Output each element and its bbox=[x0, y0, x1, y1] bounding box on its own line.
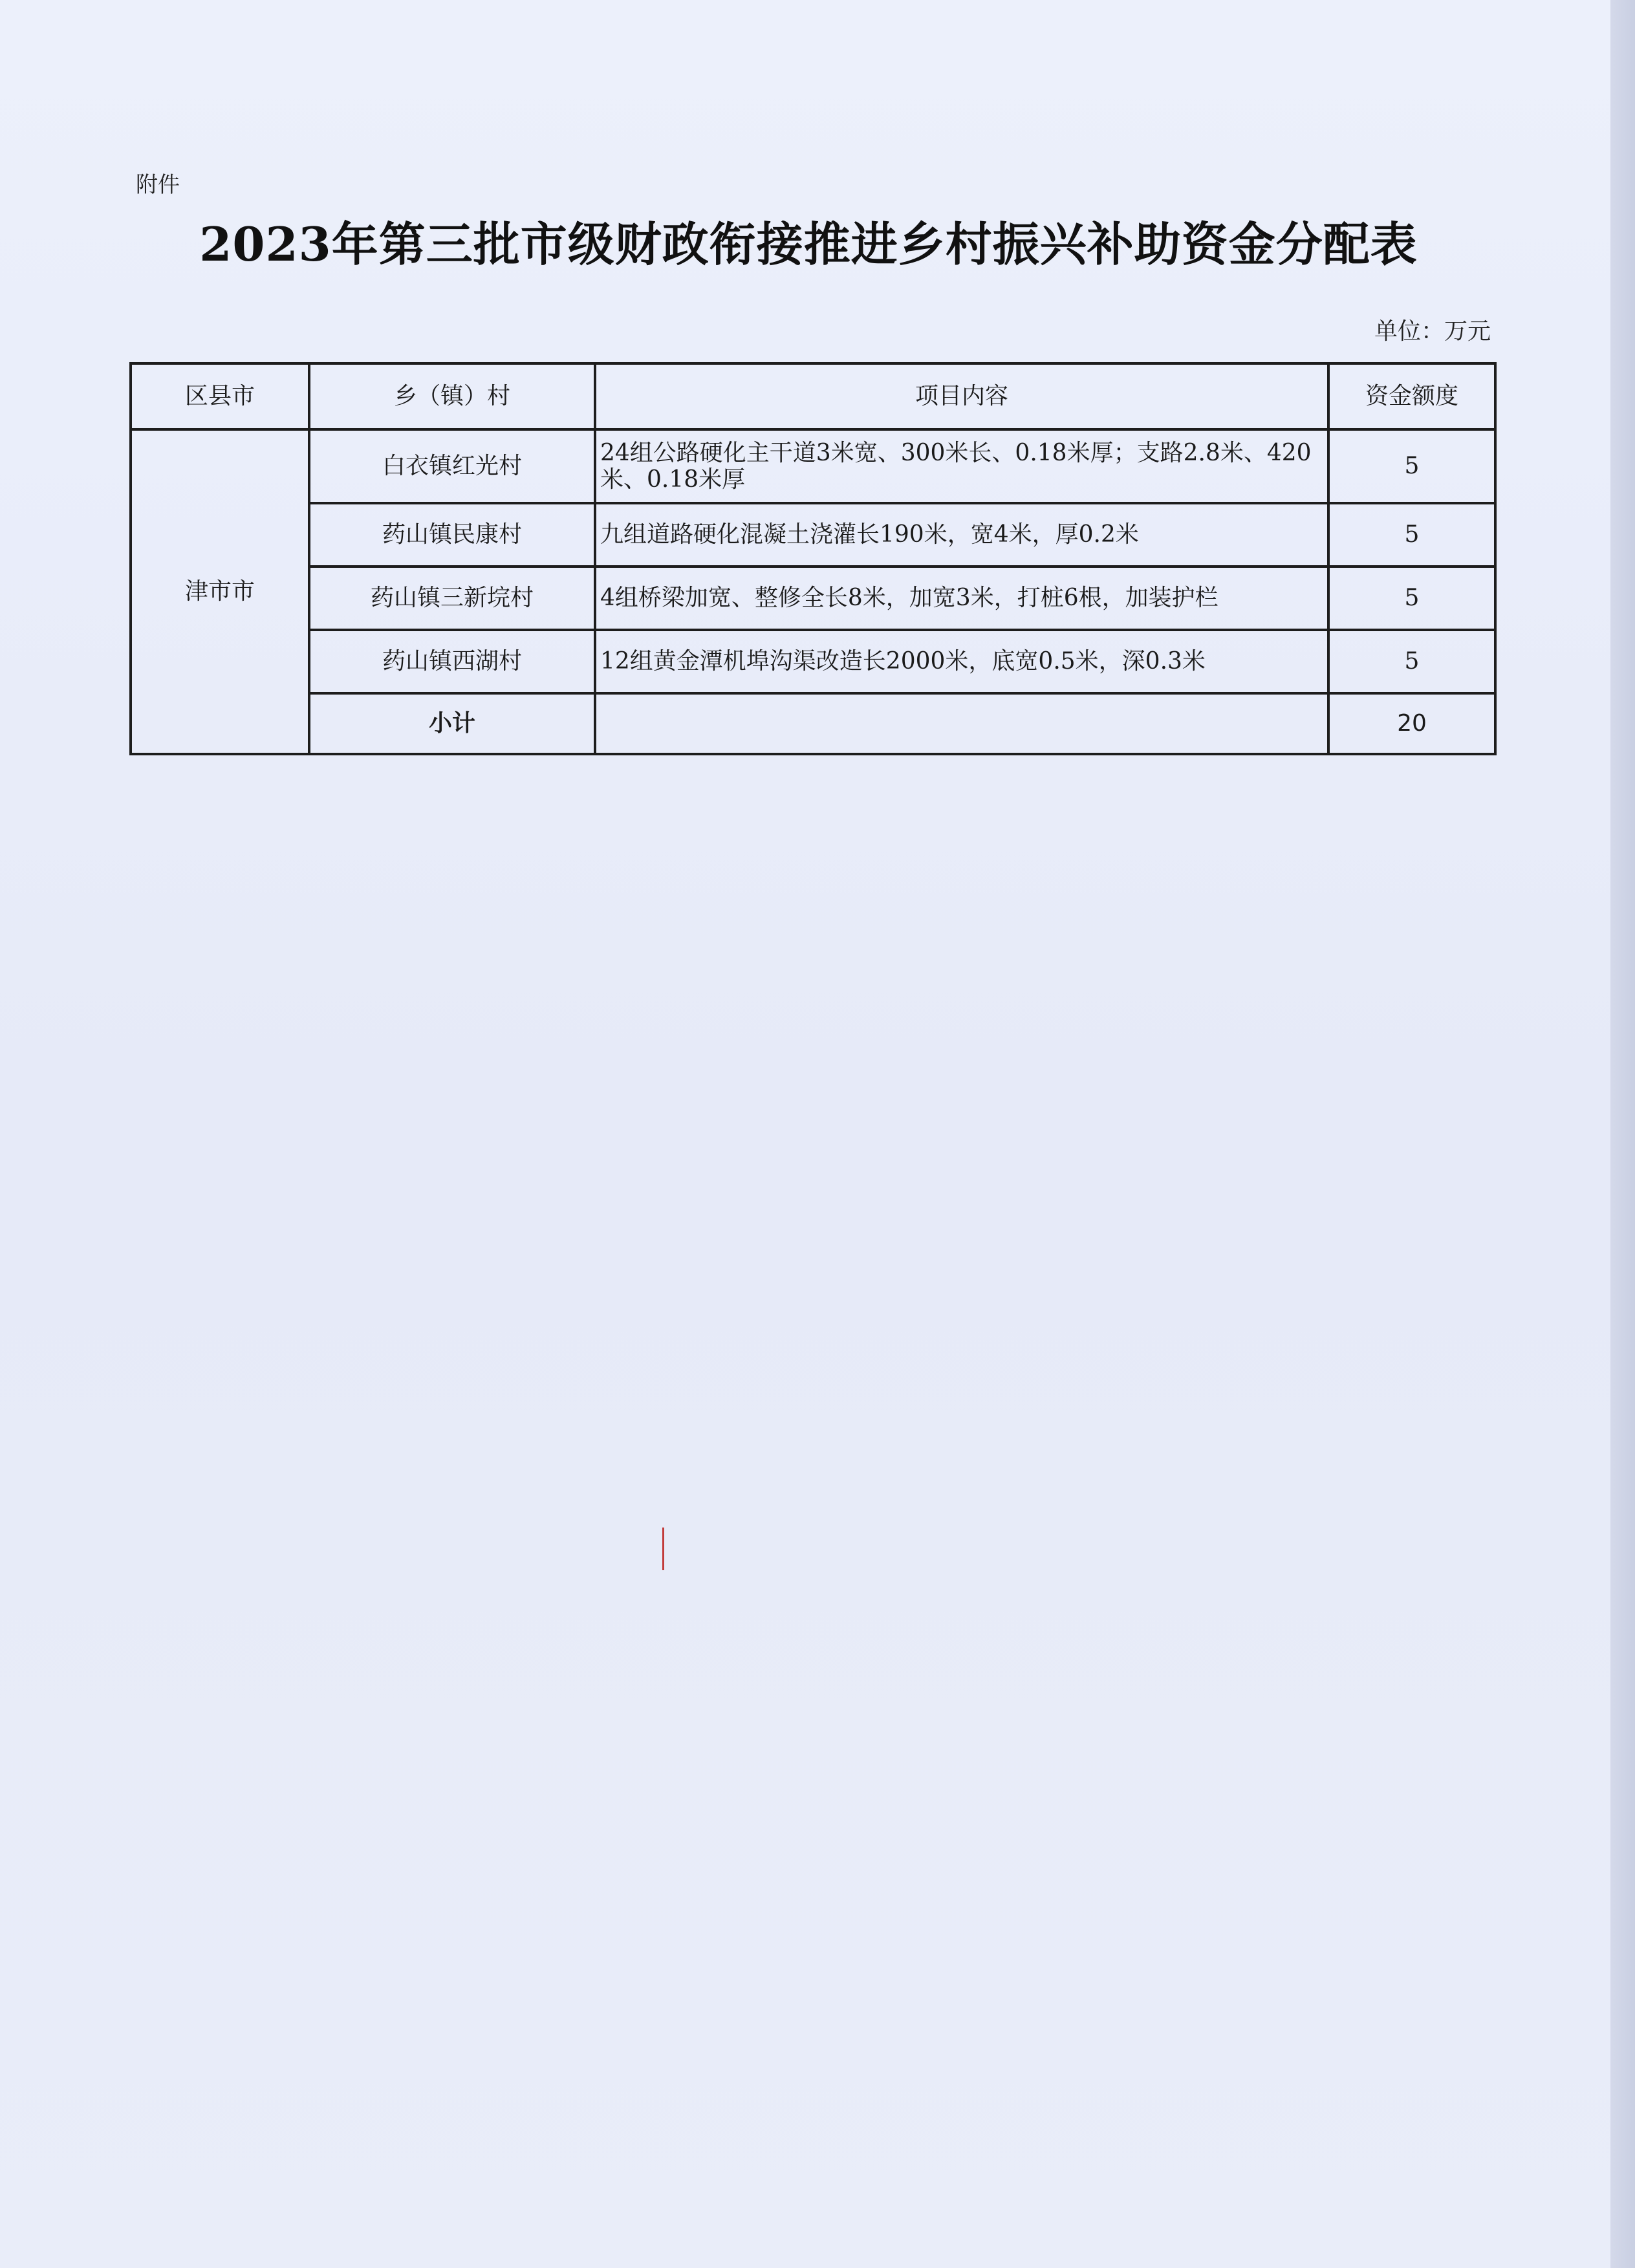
unit-label: 单位：万元 bbox=[1374, 318, 1491, 345]
header-amount: 资金额度 bbox=[1328, 363, 1495, 429]
content-cell: 4组桥梁加宽、整修全长8米，加宽3米，打桩6根，加装护栏 bbox=[595, 567, 1328, 630]
subtotal-empty-cell bbox=[595, 693, 1328, 754]
red-ink-mark bbox=[662, 1528, 664, 1570]
subtotal-amount: 20 bbox=[1328, 693, 1495, 754]
table-row bbox=[131, 503, 1495, 567]
content-cell: 九组道路硬化混凝土浇灌长190米，宽4米，厚0.2米 bbox=[595, 503, 1328, 567]
village-cell: 白衣镇红光村 bbox=[309, 429, 595, 503]
subtotal-label: 小计 bbox=[309, 693, 595, 754]
village-cell: 药山镇民康村 bbox=[309, 503, 595, 567]
header-content: 项目内容 bbox=[595, 363, 1328, 429]
page-edge-shadow bbox=[1610, 0, 1635, 2268]
subtotal-row bbox=[131, 693, 1495, 754]
header-county: 区县市 bbox=[131, 363, 309, 429]
county-cell: 津市市 bbox=[131, 429, 309, 754]
amount-cell: 5 bbox=[1328, 429, 1495, 503]
amount-cell: 5 bbox=[1328, 503, 1495, 567]
table-header-row bbox=[131, 363, 1495, 429]
village-cell: 药山镇三新垸村 bbox=[309, 567, 595, 630]
table-row bbox=[131, 567, 1495, 630]
amount-cell: 5 bbox=[1328, 567, 1495, 630]
attachment-label: 附件 bbox=[136, 172, 180, 198]
content-cell: 12组黄金潭机埠沟渠改造长2000米，底宽0.5米，深0.3米 bbox=[595, 630, 1328, 693]
allocation-table bbox=[129, 362, 1497, 755]
table-row bbox=[131, 429, 1495, 503]
village-cell: 药山镇西湖村 bbox=[309, 630, 595, 693]
header-village: 乡（镇）村 bbox=[309, 363, 595, 429]
document-title: 2023年第三批市级财政衔接推进乡村振兴补助资金分配表 bbox=[199, 217, 1418, 272]
amount-cell: 5 bbox=[1328, 630, 1495, 693]
content-cell: 24组公路硬化主干道3米宽、300米长、0.18米厚；支路2.8米、420米、0.18米厚 bbox=[595, 429, 1328, 503]
table-row bbox=[131, 630, 1495, 693]
